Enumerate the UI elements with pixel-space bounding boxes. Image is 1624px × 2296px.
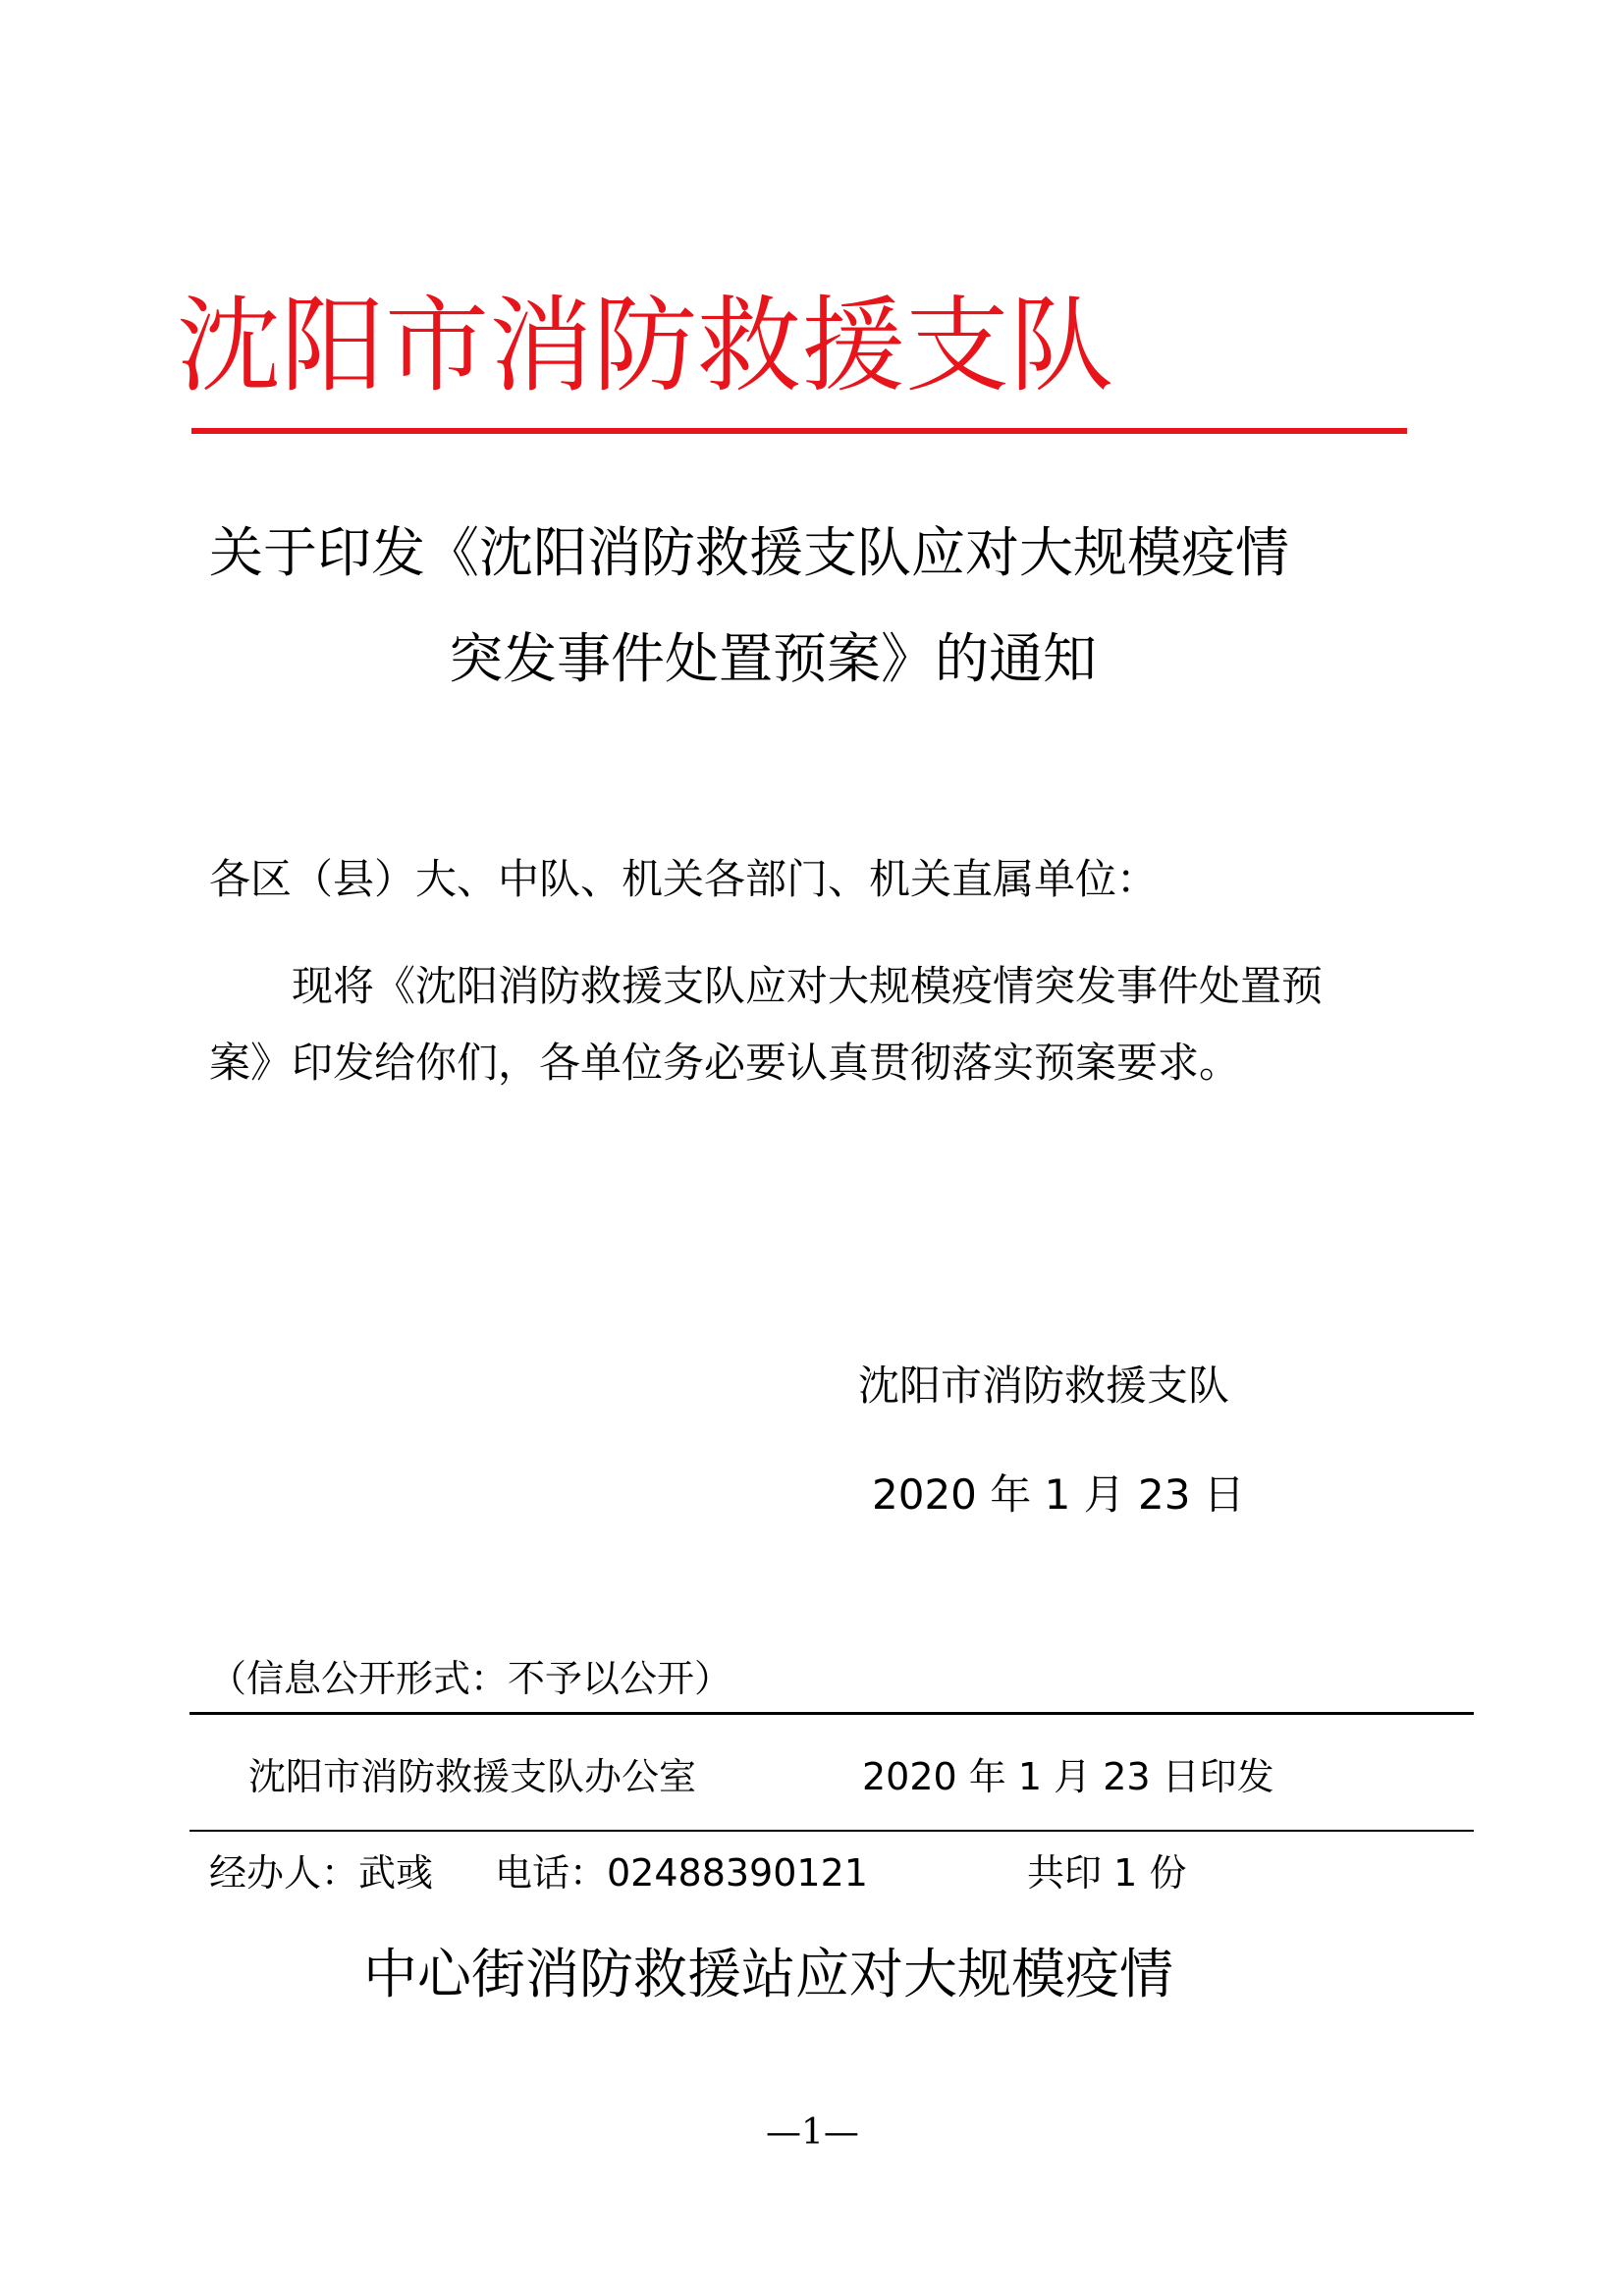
document-title-line-1: 关于印发《沈阳消防救援支队应对大规模疫情 — [209, 521, 1290, 584]
body-paragraph-line-2: 案》印发给你们，各单位务必要认真贯彻落实预案要求。 — [209, 1039, 1241, 1087]
issuing-authority-header: 沈阳市消防救援支队 — [177, 286, 1113, 406]
copy-count: 共印 1 份 — [1027, 1851, 1187, 1895]
disclosure-type: （信息公开形式：不予以公开） — [209, 1657, 732, 1700]
page-number: —1— — [766, 2112, 859, 2153]
document-title-line-2: 突发事件处置预案》的通知 — [449, 627, 1098, 690]
signature-organization: 沈阳市消防救援支队 — [858, 1362, 1230, 1410]
issuing-office: 沈阳市消防救援支队办公室 — [248, 1755, 697, 1798]
recipients-line: 各区（县）大、中队、机关各部门、机关直属单位： — [209, 855, 1159, 903]
handler-phone: 电话：02488390121 — [495, 1851, 868, 1895]
next-document-title: 中心街消防救援站应对大规模疫情 — [363, 1943, 1174, 2005]
handler-name: 经办人：武彧 — [209, 1851, 434, 1895]
print-date: 2020 年 1 月 23 日印发 — [862, 1755, 1274, 1798]
body-paragraph-line-1: 现将《沈阳消防救援支队应对大规模疫情突发事件处置预 — [292, 962, 1324, 1010]
footer-rule-top — [189, 1712, 1474, 1715]
red-header-rule — [191, 428, 1407, 434]
footer-rule-bottom — [189, 1830, 1474, 1832]
signature-date: 2020 年 1 月 23 日 — [872, 1470, 1245, 1519]
